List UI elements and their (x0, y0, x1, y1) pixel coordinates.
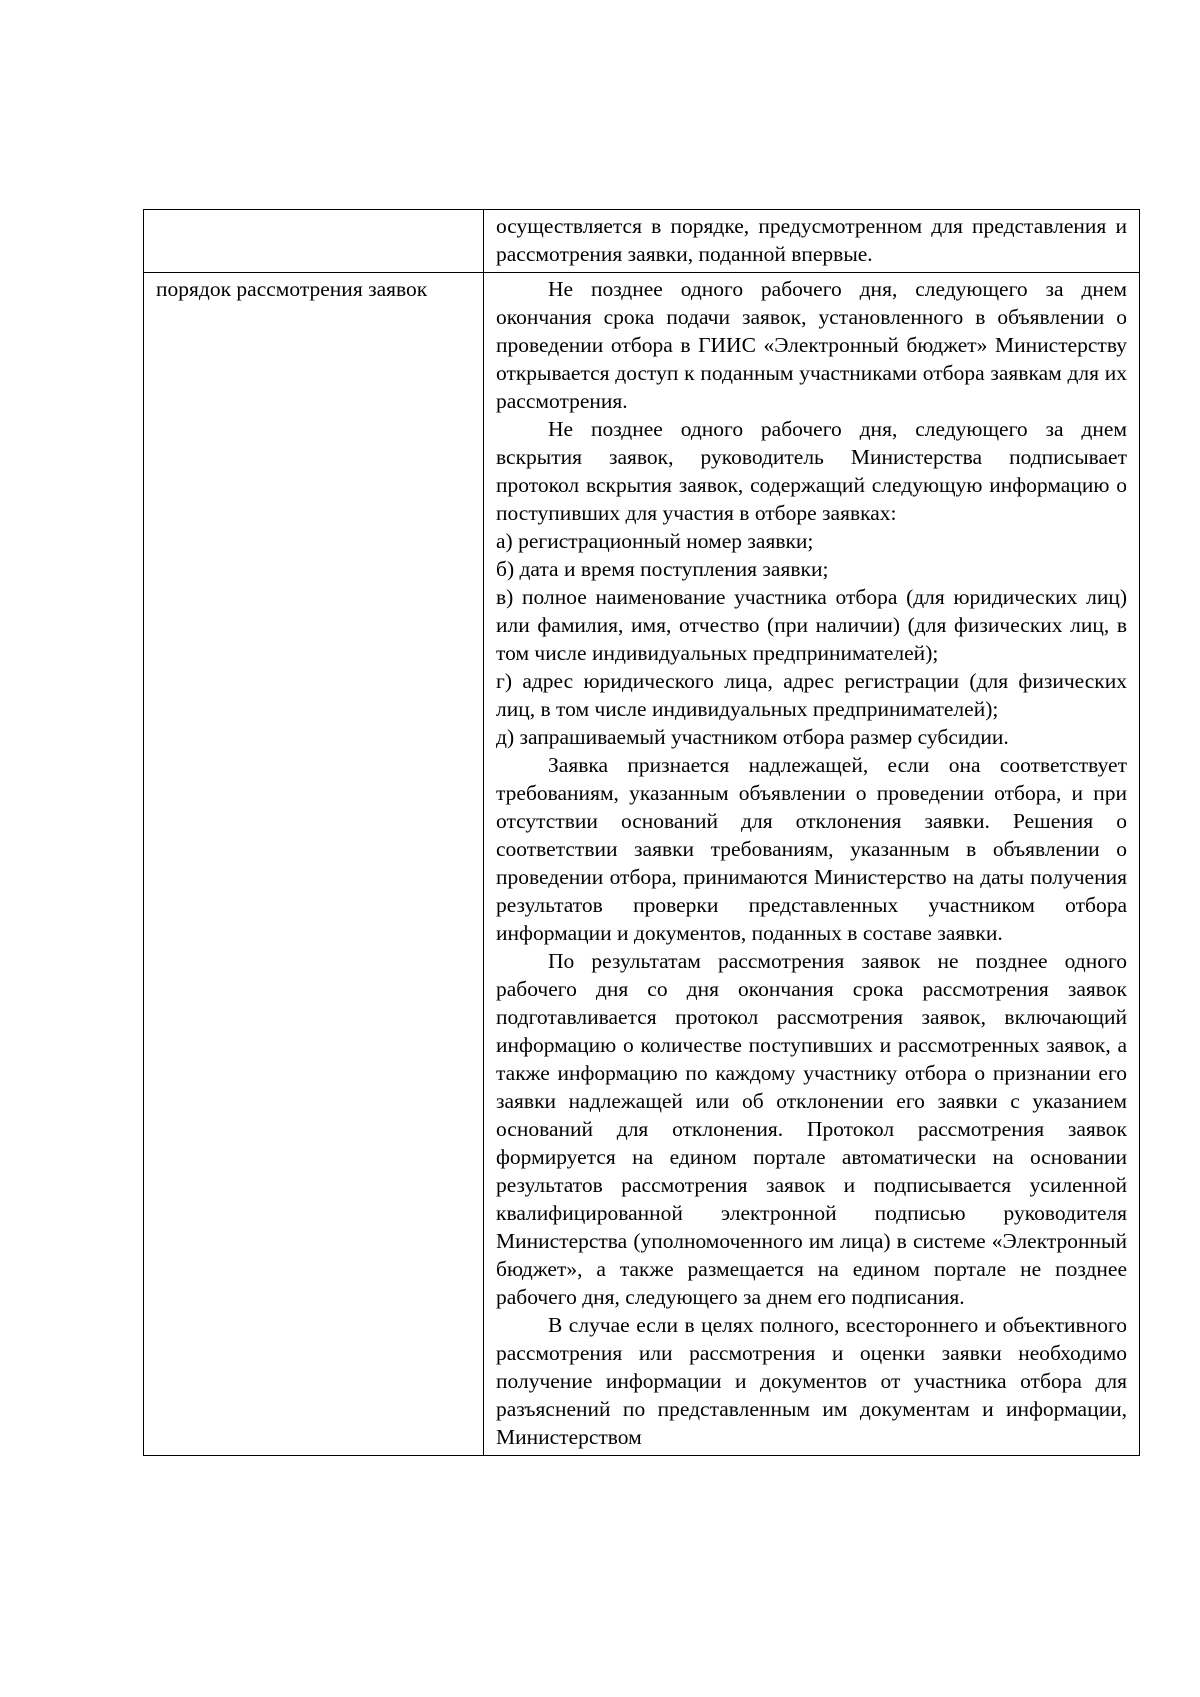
row-label-cell (144, 210, 484, 273)
table-row (144, 273, 1140, 1456)
list-item: в) полное наименование участника отбора (для юридических лиц) или фамилия, имя, отчество (при наличии) (для физических лиц, в том числе индивидуальных предпринимателей); (496, 585, 1127, 665)
paragraph: По результатам рассмотрения заявок не позднее одного рабочего дня со дня окончания срока рассмотрения заявок подготавливается протокол рассмотрения заявок, включающий информацию о количестве поступивших и рассмотренных заявок, а также информацию по каждому участнику отбора о признании его заявки надлежащей или об отклонении его заявки с указанием оснований для отклонения. Протокол рассмотрения заявок формируется на едином портале автоматически на основании результатов рассмотрения заявок и подписывается усиленной квалифицированной электронной подписью руководителя Министерства (уполномоченного им лица) в системе «Электронный бюджет», а также размещается на едином портале не позднее рабочего дня, следующего за днем его подписания. (496, 949, 1127, 1309)
paragraph: В случае если в целях полного, всестороннего и объективного рассмотрения или рассмотрения и оценки заявки необходимо получение информации и документов от участника отбора для разъяснений по представленным им документам и информации, Министерством (496, 1313, 1127, 1449)
document-table (143, 209, 1140, 1456)
list-item: б) дата и время поступления заявки; (496, 557, 829, 581)
paragraph: Не позднее одного рабочего дня, следующего за днем вскрытия заявок, руководитель Министерства подписывает протокол вскрытия заявок, содержащий следующую информацию о поступивших для участия в отборе заявках: (496, 417, 1127, 525)
table-row (144, 210, 1140, 273)
list-item: д) запрашиваемый участником отбора размер субсидии. (496, 725, 1009, 749)
paragraph: Заявка признается надлежащей, если она соответствует требованиям, указанным объявлении о проведении отбора, и при отсутствии оснований для отклонения заявки. Решения о соответствии заявки требованиям, указанным в объявлении о проведении отбора, принимаются Министерство на даты получения результатов проверки представленных участником отбора информации и документов, поданных в составе заявки. (496, 753, 1127, 945)
row-content-cell (484, 273, 1140, 1456)
list-item: а) регистрационный номер заявки; (496, 529, 814, 553)
row-content-cell (484, 210, 1140, 273)
row-label-cell: порядок рассмотрения заявок (144, 273, 484, 1456)
paragraph: осуществляется в порядке, предусмотренном для представления и рассмотрения заявки, поданной впервые. (496, 214, 1127, 266)
list-item: г) адрес юридического лица, адрес регистрации (для физических лиц, в том числе индивидуальных предпринимателей); (496, 669, 1127, 721)
paragraph: Не позднее одного рабочего дня, следующего за днем окончания срока подачи заявок, установленного в объявлении о проведении отбора в ГИИС «Электронный бюджет» Министерству открывается доступ к поданным участниками отбора заявкам для их рассмотрения. (496, 277, 1127, 413)
